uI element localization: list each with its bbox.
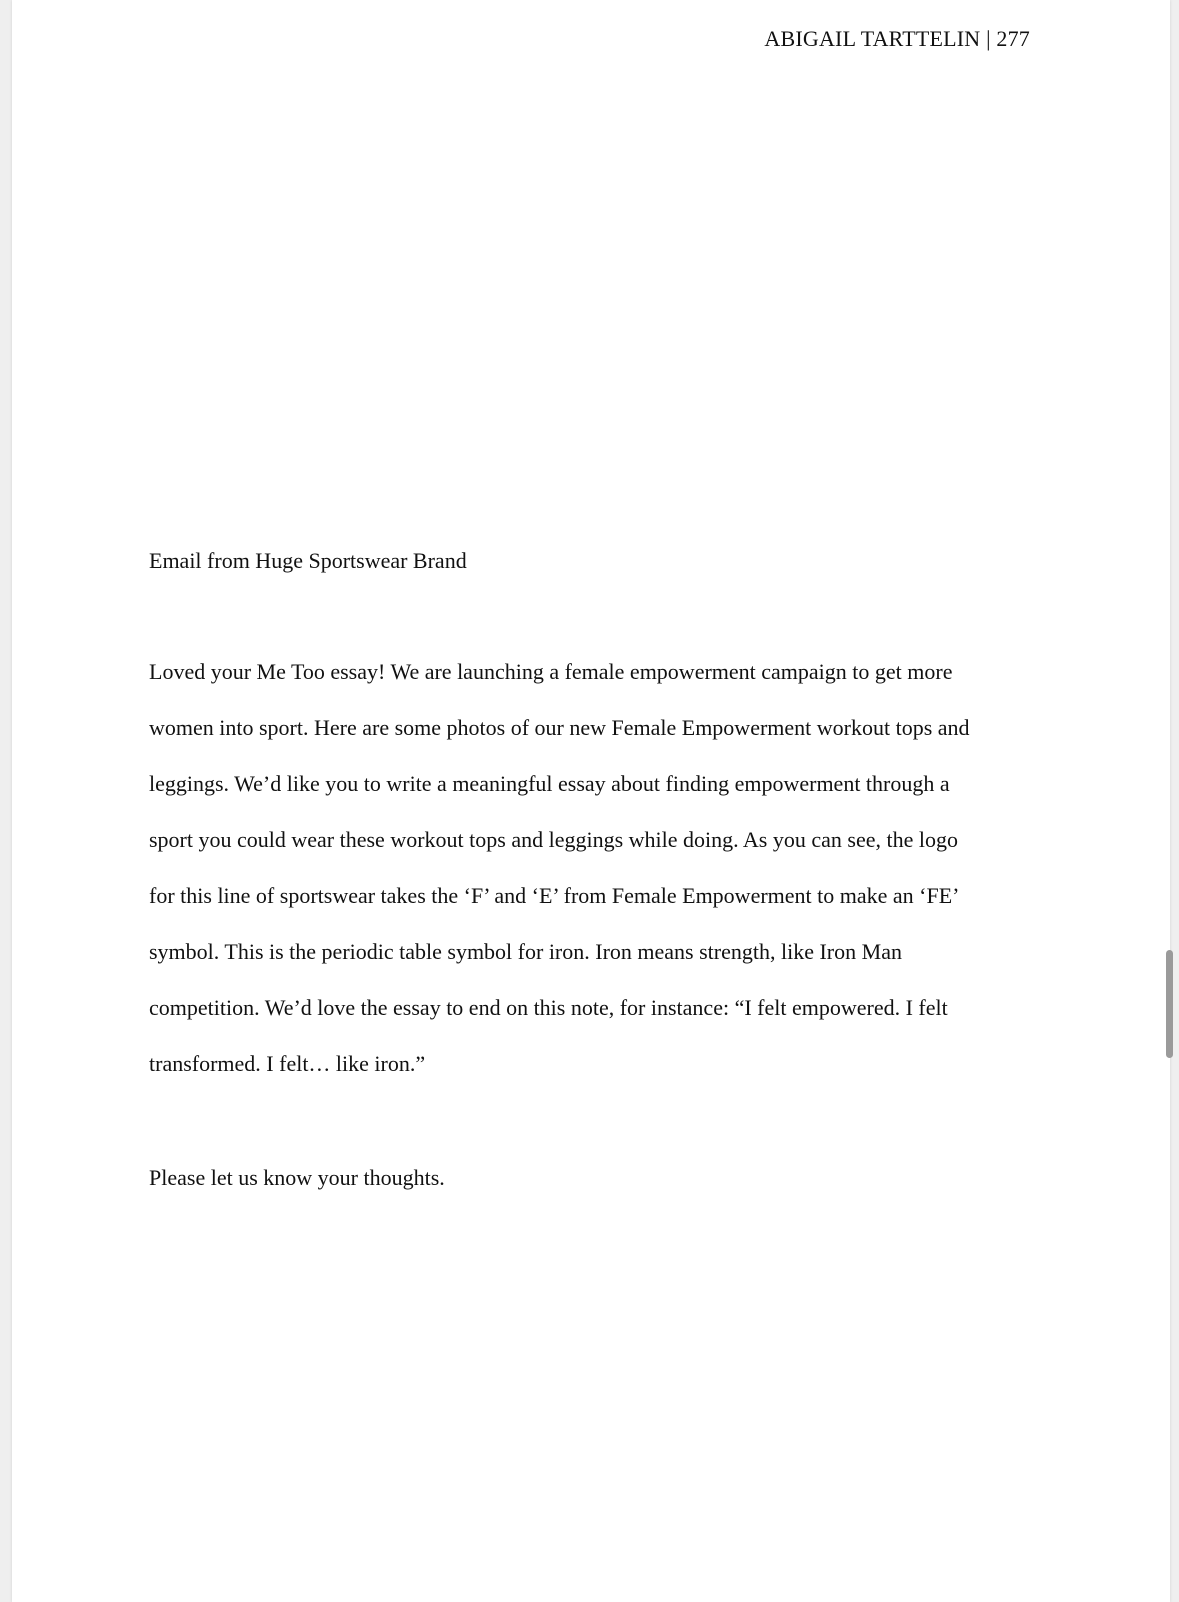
email-title: Email from Huge Sportswear Brand <box>149 548 467 573</box>
body-line: Loved your Me Too essay! We are launching a female empowerment campaign to get more <box>149 659 953 684</box>
body-line: leggings. We’d like you to write a meaningful essay about finding empowerment through a <box>149 771 950 796</box>
scrollbar-thumb[interactable] <box>1166 950 1173 1058</box>
email-closing: Please let us know your thoughts. <box>149 1165 445 1190</box>
body-line: symbol. This is the periodic table symbol for iron. Iron means strength, like Iron Man <box>149 939 902 964</box>
body-line: for this line of sportswear takes the ‘F’ and ‘E’ from Female Empowerment to make an ‘FE’ <box>149 883 960 908</box>
email-body <box>149 658 1039 1106</box>
body-line: sport you could wear these workout tops and leggings while doing. As you can see, the logo <box>149 827 958 852</box>
running-head: ABIGAIL TARTTELIN | 277 <box>764 26 1030 51</box>
body-line: women into sport. Here are some photos of our new Female Empowerment workout tops and <box>149 715 970 740</box>
body-line: transformed. I felt… like iron.” <box>149 1051 426 1076</box>
body-line: competition. We’d love the essay to end on this note, for instance: “I felt empowered. I felt <box>149 995 948 1020</box>
document-page <box>12 0 1170 1602</box>
